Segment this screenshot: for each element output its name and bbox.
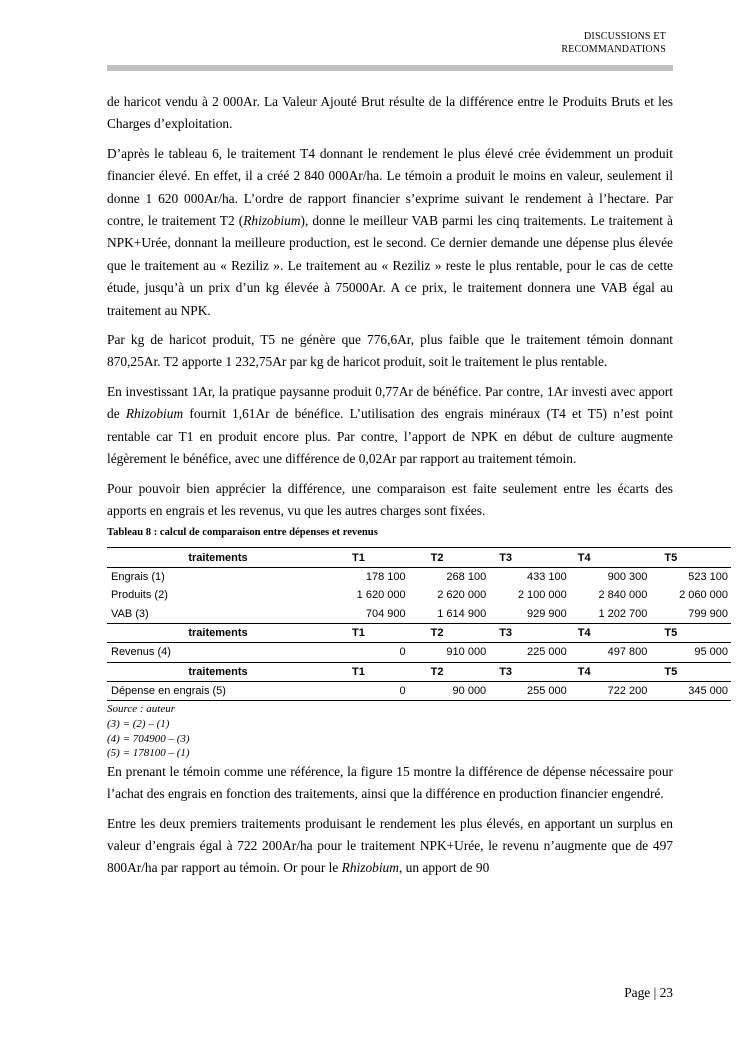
paragraph: Pour pouvoir bien apprécier la différence, une comparaison est faite seulement entre les écarts des apports en engrais et les revenus, vu que les autres charges sont fixées. bbox=[107, 480, 673, 518]
paragraph: Entre les deux premiers traitements produisant le rendement les plus élevés, en apportant un surplus en valeur d’engrais égal à 722 200Ar/ha pour le traitement NPK+Urée, le revenu n’augmente que de 497 800Ar/ha par rapport au témoin. Or pour le Rhizobium, un apport de 90 bbox=[107, 815, 673, 876]
paragraph: En prenant le témoin comme une référence, la figure 15 montre la différence de dépense nécessaire pour l’achat des engrais en fonction des traitements, ainsi que la différence en production financier engendré. bbox=[107, 763, 673, 802]
table-header-row: traitements T1 T2 T3 T4 T5 bbox=[107, 662, 731, 681]
paragraph: D’après le tableau 6, le traitement T4 donnant le rendement le plus élevé crée évidemment un produit financier élevé. En effet, il a créé 2 840 000Ar/ha. Le témoin a produit le moins en valeur, seulement il donne 1 620 000Ar/ha. L’ordre de rapport financier s’exprime suivant le rendement à l’hectare. Par contre, le traitement T2 (Rhizobium), donne le meilleur VAB parmi les cinq traitements. Le traitement à NPK+Urée, donnant la meilleure production, est le second. Ce dernier demande une dépense plus élevée que le traitement au « Reziliz ». Le traitement au « Reziliz » reste le plus rentable, pour le cas de cette étude, jusqu’à un prix d’un kg élevée à 75000Ar. A ce prix, le traitement donnera une VAB égal au traitement au NPK. bbox=[107, 145, 674, 318]
table-row: Engrais (1) 178 100 268 100 433 100 900 300 523 100 bbox=[111, 570, 728, 583]
formula-note: (4) = 704900 – (3) bbox=[107, 732, 190, 745]
paragraph: Par kg de haricot produit, T5 ne génère que 776,6Ar, plus faible que le traitement témoin donnant 870,25Ar. T2 apporte 1 232,75Ar par kg de haricot produit, soit le traitement le plus rentable. bbox=[107, 332, 673, 370]
table-source: Source : auteur bbox=[107, 703, 176, 716]
table-row: VAB (3) 704 900 1 614 900 929 900 1 202 700 799 900 bbox=[111, 607, 728, 620]
table-header-row: traitements T1 T2 T3 T4 T5 bbox=[107, 548, 731, 567]
header-line-1: DISCUSSIONS ET bbox=[584, 31, 666, 42]
formula-note: (5) = 178100 – (1) bbox=[107, 747, 190, 760]
comparison-table bbox=[107, 547, 731, 701]
table-notes bbox=[107, 702, 673, 760]
paragraph: de haricot vendu à 2 000Ar. La Valeur Ajouté Brut résulte de la différence entre le Produits Bruts et les Charges d’exploitation. bbox=[107, 94, 673, 132]
formula-note: (3) = (2) – (1) bbox=[107, 718, 170, 731]
table-row: Dépense en engrais (5) 0 90 000 255 000 722 200 345 000 bbox=[107, 682, 731, 701]
table-caption: Tableau 8 : calcul de comparaison entre dépenses et revenus bbox=[107, 527, 378, 539]
page-body bbox=[107, 91, 728, 887]
table-row: Revenus (4) 0 910 000 225 000 497 800 95 000 bbox=[111, 646, 728, 659]
header-line-2: RECOMMANDATIONS bbox=[561, 44, 666, 55]
table-row: Produits (2) 1 620 000 2 620 000 2 100 000 2 840 000 2 060 000 bbox=[111, 589, 728, 602]
table-header-row: traitements T1 T2 T3 T4 T5 bbox=[107, 623, 731, 642]
running-header bbox=[561, 30, 666, 56]
paragraph: En investissant 1Ar, la pratique paysanne produit 0,77Ar de bénéfice. Par contre, 1Ar investi avec apport de Rhizobium fournit 1,61Ar de bénéfice. L’utilisation des engrais minéraux (T4 et T5) n’est point rentable car T1 en produit encore plus. Par contre, l’apport de NPK en début de culture augmente légèrement le bénéfice, avec une différence de 0,02Ar par rapport au traitement témoin. bbox=[107, 383, 673, 467]
header-divider bbox=[107, 65, 673, 71]
page-number: Page | 23 bbox=[624, 985, 673, 1000]
